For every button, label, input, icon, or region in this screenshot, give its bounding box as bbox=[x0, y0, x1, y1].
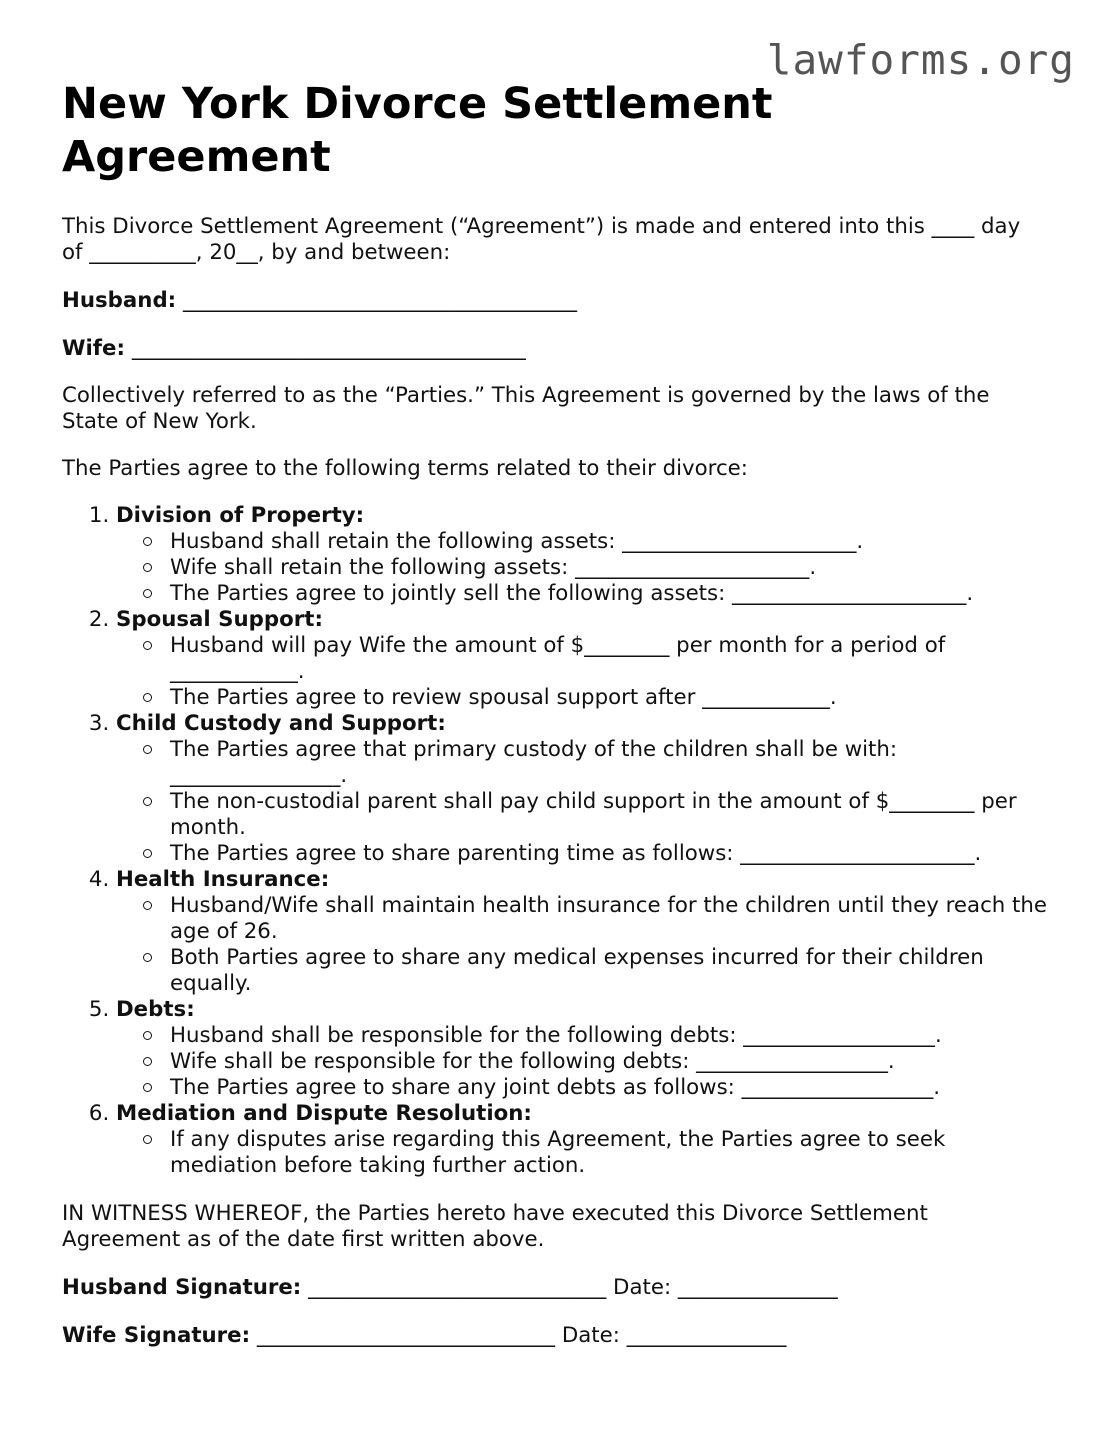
list-item[interactable]: Husband will pay Wife the amount of $________ per month for a period of ____________. bbox=[170, 633, 1047, 685]
list-item[interactable]: The Parties agree that primary custody of the children shall be with: ________________. bbox=[170, 737, 1047, 789]
section-items bbox=[116, 1127, 1047, 1179]
section-items bbox=[116, 737, 1047, 867]
section-heading: Health Insurance: bbox=[116, 867, 330, 892]
terms-intro: The Parties agree to the following terms related to their divorce: bbox=[62, 456, 748, 481]
page-title: New York Divorce Settlement Agreement bbox=[62, 79, 773, 182]
list-item: If any disputes arise regarding this Agreement, the Parties agree to seek mediation before taking further action. bbox=[170, 1127, 1047, 1179]
husband-signature-line[interactable] bbox=[62, 1275, 1047, 1301]
section-heading: Spousal Support: bbox=[116, 607, 323, 632]
wife-signature-line[interactable] bbox=[62, 1323, 1047, 1349]
list-item: Both Parties agree to share any medical expenses incurred for their children equally. bbox=[170, 945, 1047, 997]
section-health-insurance bbox=[116, 867, 1047, 997]
section-debts bbox=[116, 997, 1047, 1101]
section-heading: Mediation and Dispute Resolution: bbox=[116, 1101, 532, 1126]
wife-signature-blank[interactable]: ____________________________ bbox=[256, 1323, 556, 1348]
husband-date-label: Date: bbox=[613, 1275, 672, 1300]
list-item[interactable]: The Parties agree to review spousal support after ____________. bbox=[170, 685, 1047, 711]
list-item[interactable]: The Parties agree to share parenting time as follows: ______________________. bbox=[170, 841, 1047, 867]
list-item[interactable]: The Parties agree to share any joint debts as follows: __________________. bbox=[170, 1075, 1047, 1101]
section-items bbox=[116, 1023, 1047, 1101]
list-item[interactable]: The non-custodial parent shall pay child support in the amount of $________ per month. bbox=[170, 789, 1047, 841]
parties-paragraph: Collectively referred to as the “Parties.” This Agreement is governed by the laws of the State of New York. bbox=[62, 383, 990, 434]
section-items bbox=[116, 633, 1047, 711]
list-item[interactable]: Husband shall be responsible for the following debts: __________________. bbox=[170, 1023, 1047, 1049]
wife-signature-label: Wife Signature: bbox=[62, 1323, 251, 1348]
husband-signature-label: Husband Signature: bbox=[62, 1275, 302, 1300]
wife-blank[interactable]: _____________________________________ bbox=[131, 336, 526, 361]
wife-label: Wife: bbox=[62, 336, 126, 361]
list-item[interactable]: Wife shall be responsible for the following debts: __________________. bbox=[170, 1049, 1047, 1075]
list-item[interactable]: Wife shall retain the following assets: ______________________. bbox=[170, 555, 1047, 581]
wife-date-blank[interactable]: _______________ bbox=[626, 1323, 787, 1348]
wife-date-label: Date: bbox=[561, 1323, 620, 1348]
list-item[interactable]: The Parties agree to jointly sell the following assets: ______________________. bbox=[170, 581, 1047, 607]
list-item: Husband/Wife shall maintain health insurance for the children until they reach the age of 26. bbox=[170, 893, 1047, 944]
witness-paragraph: IN WITNESS WHEREOF, the Parties hereto have executed this Divorce Settlement Agreement as of the date first written above. bbox=[62, 1201, 928, 1252]
husband-field[interactable] bbox=[62, 288, 1047, 314]
section-heading: Child Custody and Support: bbox=[116, 711, 446, 736]
section-items bbox=[116, 529, 1047, 607]
document-page bbox=[62, 78, 1047, 1349]
husband-label: Husband: bbox=[62, 288, 177, 313]
section-mediation bbox=[116, 1101, 1047, 1179]
section-spousal-support bbox=[116, 607, 1047, 711]
terms-list bbox=[62, 503, 1047, 1179]
section-child-custody bbox=[116, 711, 1047, 867]
list-item[interactable]: Husband shall retain the following assets: ______________________. bbox=[170, 529, 1047, 555]
section-items bbox=[116, 893, 1047, 997]
section-heading: Debts: bbox=[116, 997, 195, 1022]
husband-signature-blank[interactable]: ____________________________ bbox=[308, 1275, 607, 1300]
watermark-lawforms: lawforms.org bbox=[766, 36, 1075, 84]
wife-field[interactable] bbox=[62, 336, 1047, 362]
section-heading: Division of Property: bbox=[116, 503, 365, 528]
section-division-of-property bbox=[116, 503, 1047, 607]
intro-paragraph: This Divorce Settlement Agreement (“Agreement”) is made and entered into this ____ day of __________, 20__, by and between: bbox=[62, 214, 1021, 265]
husband-blank[interactable]: _____________________________________ bbox=[182, 288, 577, 313]
husband-date-blank[interactable]: _______________ bbox=[677, 1275, 838, 1300]
